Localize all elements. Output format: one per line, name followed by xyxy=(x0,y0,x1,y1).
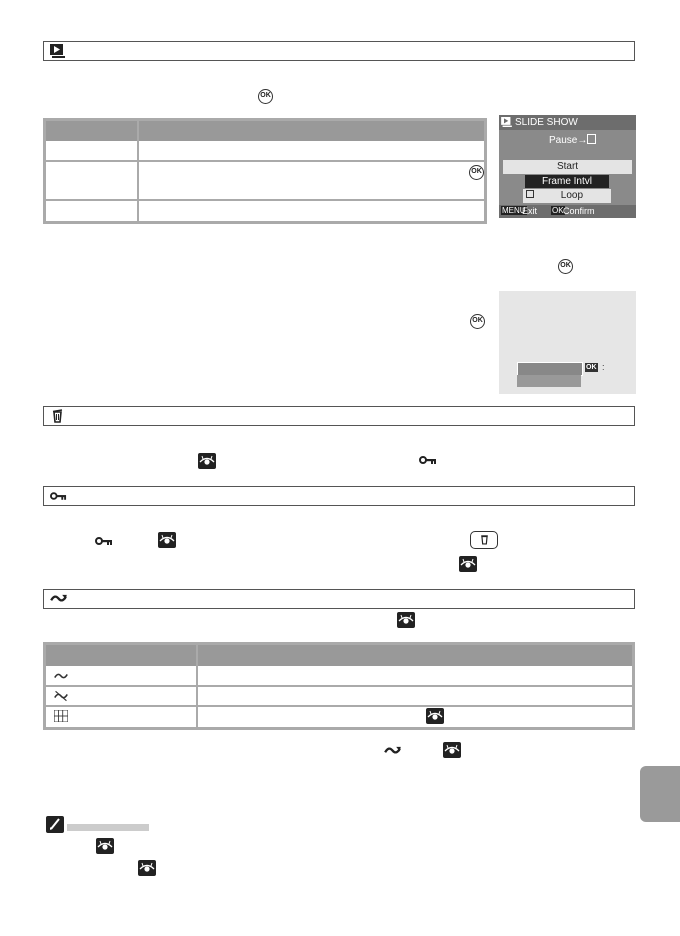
exit-label: Exit xyxy=(522,206,538,216)
delete-button-icon xyxy=(470,531,498,549)
start-option[interactable]: Start xyxy=(503,160,632,174)
trash-icon xyxy=(50,409,65,423)
table-row xyxy=(46,141,484,162)
table-header xyxy=(46,645,632,666)
key-icon xyxy=(419,455,437,465)
chapter-tab xyxy=(640,766,680,822)
pause-label: Pause→ xyxy=(549,134,596,146)
slideshow-icon xyxy=(501,117,512,127)
loop-option[interactable] xyxy=(523,189,611,203)
ok-button-icon: OK xyxy=(558,259,573,274)
transfer-icon xyxy=(54,671,68,681)
transfer-icon xyxy=(384,745,401,756)
ok-key-icon: OK xyxy=(586,364,597,371)
eye-reference-icon xyxy=(459,556,477,572)
frame-interval-option[interactable]: Frame Intvl xyxy=(525,175,609,188)
ok-key-label: OK xyxy=(552,206,564,215)
loop-label: Loop xyxy=(560,190,584,201)
section-bar-slide-show xyxy=(43,41,635,61)
screen-title: SLIDE SHOW xyxy=(515,117,578,128)
select-images-icon xyxy=(54,710,68,722)
menu-key-label: MENU xyxy=(502,206,526,215)
ok-button-icon: OK xyxy=(469,165,484,180)
eye-reference-icon xyxy=(158,532,176,548)
ok-button-icon: OK xyxy=(258,89,273,104)
section-bar-protect xyxy=(43,486,635,506)
eye-reference-icon xyxy=(198,453,216,469)
ok-button-icon: OK xyxy=(470,314,485,329)
eye-reference-icon xyxy=(426,708,444,724)
transfer-off-icon xyxy=(54,690,68,702)
note-heading-bar xyxy=(67,824,149,831)
table-row xyxy=(46,201,484,221)
section-bar-transfer xyxy=(43,589,635,609)
eye-reference-icon xyxy=(443,742,461,758)
table-row xyxy=(46,666,632,687)
eye-reference-icon xyxy=(397,612,415,628)
slide-show-options-table xyxy=(43,118,487,224)
slideshow-icon xyxy=(50,44,65,58)
table-row xyxy=(46,687,632,707)
key-icon xyxy=(95,536,113,546)
transfer-options-table xyxy=(43,642,635,730)
section-bar-delete xyxy=(43,406,635,426)
slide-show-menu-screen xyxy=(499,115,636,218)
key-icon xyxy=(50,491,67,501)
eye-reference-icon xyxy=(96,838,114,854)
pause-screen: OK : xyxy=(499,291,636,394)
transfer-icon xyxy=(50,593,67,604)
table-header xyxy=(46,121,484,141)
confirm-label: Confirm xyxy=(563,206,595,216)
table-row xyxy=(46,707,632,727)
table-row xyxy=(46,162,484,201)
pencil-note-icon xyxy=(46,816,64,833)
eye-reference-icon xyxy=(138,860,156,876)
